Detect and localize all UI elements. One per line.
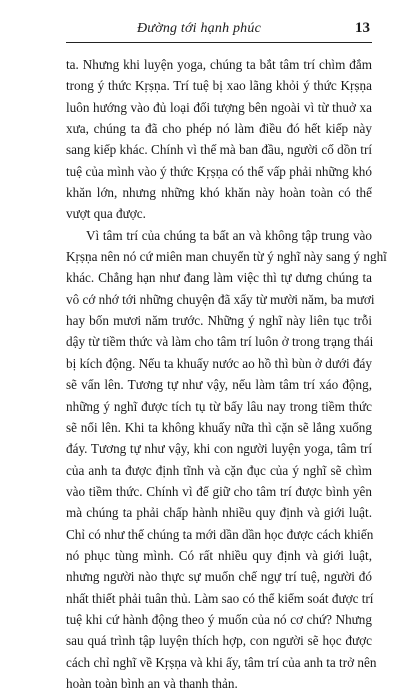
text-line: xưa, chúng ta đã cho phép nó làm điều đó hết kiếp này bbox=[66, 121, 372, 137]
chapter-title: Đường tới hạnh phúc bbox=[137, 21, 261, 36]
paragraph-2 bbox=[66, 225, 387, 694]
text-line: luôn hướng vào đủ loại đối tượng bên ngoài vì từ thuở xa bbox=[66, 99, 372, 115]
page-number: 13 bbox=[355, 20, 370, 36]
text-line: Kṛṣṇa nên nó cứ miên man chuyển từ ý nghĩ này sang ý nghĩ bbox=[66, 249, 387, 265]
text-line: vô cớ nhớ tới những chuyện đã xẩy từ mười năm, ba mươi bbox=[66, 291, 375, 307]
text-line: những ý nghĩ được tích tụ từ bấy lâu nay trong tiềm thức bbox=[66, 398, 372, 414]
text-line: hoàn toàn bình an và thanh thản. bbox=[66, 675, 238, 691]
text-line: nó phục tùng mình. Có rất nhiều quy định và giới luật, bbox=[66, 547, 372, 563]
text-line: bị kích động. Nếu ta khuấy nước ao hồ thì bùn ở dưới đáy bbox=[66, 355, 372, 371]
text-line: Vì tâm trí của chúng ta bất an và không tập trung vào bbox=[86, 227, 372, 243]
text-line: sẽ nổi lên. Khi ta không khuấy nữa thì cặn sẽ lắng xuống bbox=[66, 419, 372, 435]
text-line: sau quá trình tập luyện thích hợp, con người sẽ học được bbox=[66, 633, 372, 649]
text-line: sang kiếp khác. Chính vì thế mà ban đầu, người cố dồn trí bbox=[66, 142, 372, 158]
paragraph-1 bbox=[66, 54, 372, 225]
text-line: mà chúng ta phải chấp hành nhiều quy định và giới luật. bbox=[66, 505, 372, 521]
text-line: đáy. Tương tự như vậy, khi con người luyện yoga, tâm trí bbox=[66, 441, 372, 457]
text-line: khăn lớn, nhưng những khó khăn này hoàn toàn có thể bbox=[66, 185, 372, 201]
text-line: tuệ khi cứ hành động theo ý muốn của nó cơ chứ? Nhưng bbox=[66, 611, 372, 627]
text-line: Chỉ có như thế chúng ta mới dần dần học được cách khiến bbox=[66, 526, 374, 542]
text-line: vượt qua được. bbox=[66, 206, 146, 222]
text-line: khác. Chẳng hạn như đang làm việc thì tự dưng chúng ta bbox=[66, 270, 372, 286]
text-line: tuệ của mình vào ý thức Kṛṣṇa có thể vấp phải những khó bbox=[66, 163, 372, 179]
body-text bbox=[66, 54, 387, 694]
text-line: dậy từ tiềm thức và làm cho tâm trí luôn ở trong trạng thái bbox=[66, 334, 374, 350]
text-line: trong ý thức Kṛṣṇa. Trí tuệ bị xao lãng khỏi ý thức Kṛṣṇa bbox=[66, 78, 372, 94]
text-line: nhất thiết phải tuân thủ. Làm sao có thể kiểm soát được trí bbox=[66, 590, 374, 606]
text-line: ta. Nhưng khi luyện yoga, chúng ta bắt tâm trí chìm đắm bbox=[66, 57, 372, 72]
text-line: nhưng người nào thực sự muốn chế ngự trí tuệ, người đó bbox=[66, 569, 372, 585]
text-line: hay bốn mươi năm trước. Những ý nghĩ này liên tục trỗi bbox=[66, 313, 372, 329]
text-line: cách chỉ nghĩ về Kṛṣṇa và khi ấy, tâm trí của anh ta trở nên bbox=[66, 654, 377, 670]
running-header bbox=[66, 20, 372, 43]
text-line: của anh ta được định tĩnh và cặn đục của ý nghĩ sẽ chìm bbox=[66, 462, 372, 478]
text-line: vào tiềm thức. Chính vì để giữ cho tâm trí được bình yên bbox=[66, 483, 372, 499]
text-line: sẽ vẩn lên. Tương tự như vậy, nếu làm tâm trí xáo động, bbox=[66, 377, 372, 393]
